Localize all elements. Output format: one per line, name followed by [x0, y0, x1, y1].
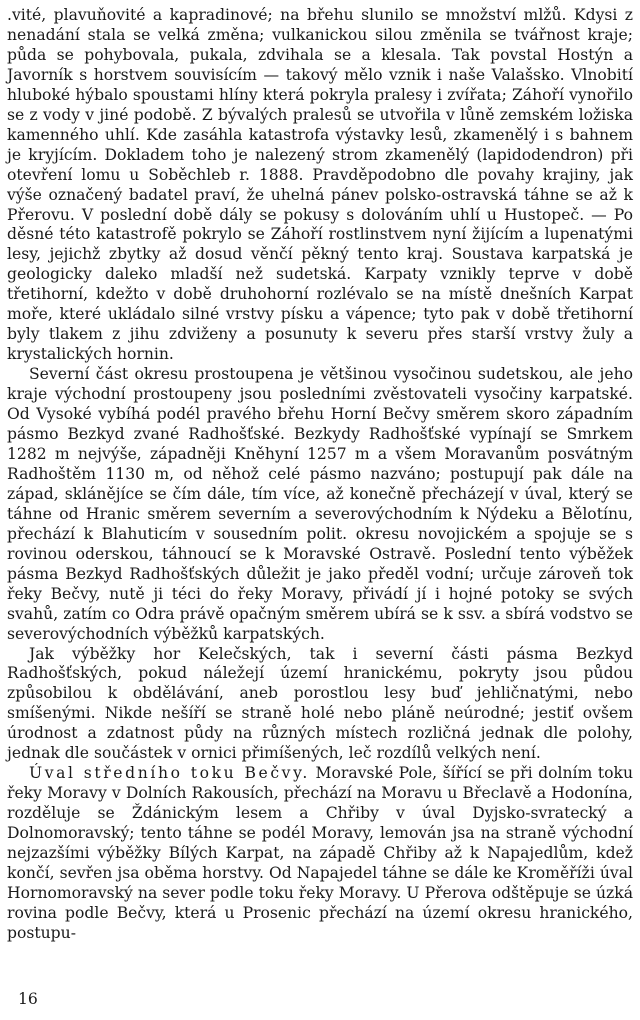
paragraph-soil: Jak výběžky hor Kelečských, tak i severní části pásma Bezkyd Radhošťských, pokud náležejí území hranickému, pokryty jsou půdou způsobilou k obdělávání, aneb porostlou lesy buď jehličnatými, nebo smíšenými. Nikde nešíří se straně holé nebo pláně neúrodné; jestiť ovšem úrodnost a zdatnost půdy na různých místech rozličná jednak dle polohy, jednak dle součástek v ornici přimíšených, leč rozdílů velkých není.	[7, 644, 633, 763]
paragraph-geology-history: .vité, plavuňovité a kapradinové; na břehu slunilo se množství mlžů. Kdysi z nenadání stala se velká změna; vulkanickou silou změnila se tvářnost kraje; půda se pohybovala, pukala, zdvihala se a klesala. Tak povstal Hostýn a Javorník s horstvem souvisícím — takový mělo vznik i naše Valašsko. Vlnobití hluboké hýbalo spoustami hlíny která pokryla pralesy i zvířata; Záhoří vynořilo se z vody v jiné podobě. Z bývalých pralesů se utvořila v lůně zemském ložiska kamenného uhlí. Kde zasáhla katastrofa výstavky lesů, zkamenělý i s bahnem je kryjícím. Dokladem toho je nalezený strom zkamenělý (lapidodendron) při otevření lomu u Soběchleb r. 1888. Pravděpodobno dle povahy krajiny, jak výše označený badatel praví, že uhelná pánev polsko-ostravská táhne se až k Přerovu. V poslední době dály se pokusy s dolováním uhlí u Hustopeč. — Po děsné této katastrofě pokrylo se Záhoří rostlinstvem nyní žijícím a lupenatými lesy, jejichž zbytky až dosud věnčí pěkný tento kraj. Soustava karpatská je geologicky daleko mladší než sudetská. Karpaty vznikly teprve v době třetihorní, kdežto v době druhohorní rozlévalo se na místě dnešních Karpat moře, které ukládalo silné vrstvy písku a vápence; tyto pak v době třetihorní byly tlakem z jihu zdviženy a posunuty k severu přes starší vrstvy žuly a krystalických hornin.	[7, 6, 633, 364]
paragraph-becva-valley-text: Moravské Pole, šířící se při dolním toku řeky Moravy v Dolních Rakousích, přechází na Moravu u Břeclavě a Hodonína, rozděluje se Ždánickým lesem a Chřiby v úval Dyjsko-svratecký a Dolnomoravský; tento táhne se podél Moravy, lemován jsa na straně východní nejzazšími výběžky Bílých Karpat, na západě Chřiby až k Napajedlům, kdež končí, sevřen jsa oběma horstvy. Od Napajedel táhne se dále ke Kroměříži úval Hornomoravský na sever podle toku řeky Moravy. U Přerova odštěpuje se úzká rovina podle Bečvy, která u Prosenic přechází na území okresu hranického, postupu-	[7, 764, 633, 942]
body-text	[7, 6, 633, 944]
page-number: 16	[18, 990, 38, 1008]
section-heading-becva-valley: Úval středního toku Bečvy.	[29, 764, 310, 783]
paragraph-becva-valley	[7, 764, 633, 944]
paragraph-northern-district: Severní část okresu prostoupena je většinou vysočinou sudetskou, ale jeho kraje východní prostoupeny jsou posledními zvěstovateli vysočiny karpatské. Od Vysoké vybíhá podél pravého břehu Horní Bečvy směrem skoro západním pásmo Bezkyd zvané Radhošťské. Bezkydy Radhošťské vypínají se Smrkem 1282 m nejvýše, západněji Kněhyní 1257 m a všem Moravanům posvátným Radhoštěm 1130 m, od něhož celé pásmo nazváno; postupují pak dále na západ, sklánějíce se čím dále, tím více, až konečně přecházejí v úval, který se táhne od Hranic směrem severním a severovýchodním k Nýdeku a Bělotínu, přechází k Blahuticím v sousedním polit. okresu novojickém a spojuje se s rovinou oderskou, táhnoucí se k Moravské Ostravě. Poslední tento výběžek pásma Bezkyd Radhošťských důležit je jako předěl vodní; určuje zároveň tok řeky Bečvy, nutě ji téci do řeky Moravy, přivádí jí i hojné potoky se svých svahů, zatím co Odra právě opačným směrem ubírá se k ssv. a sbírá vodstvo se severovýchodních výběžků karpatských.	[7, 365, 633, 643]
